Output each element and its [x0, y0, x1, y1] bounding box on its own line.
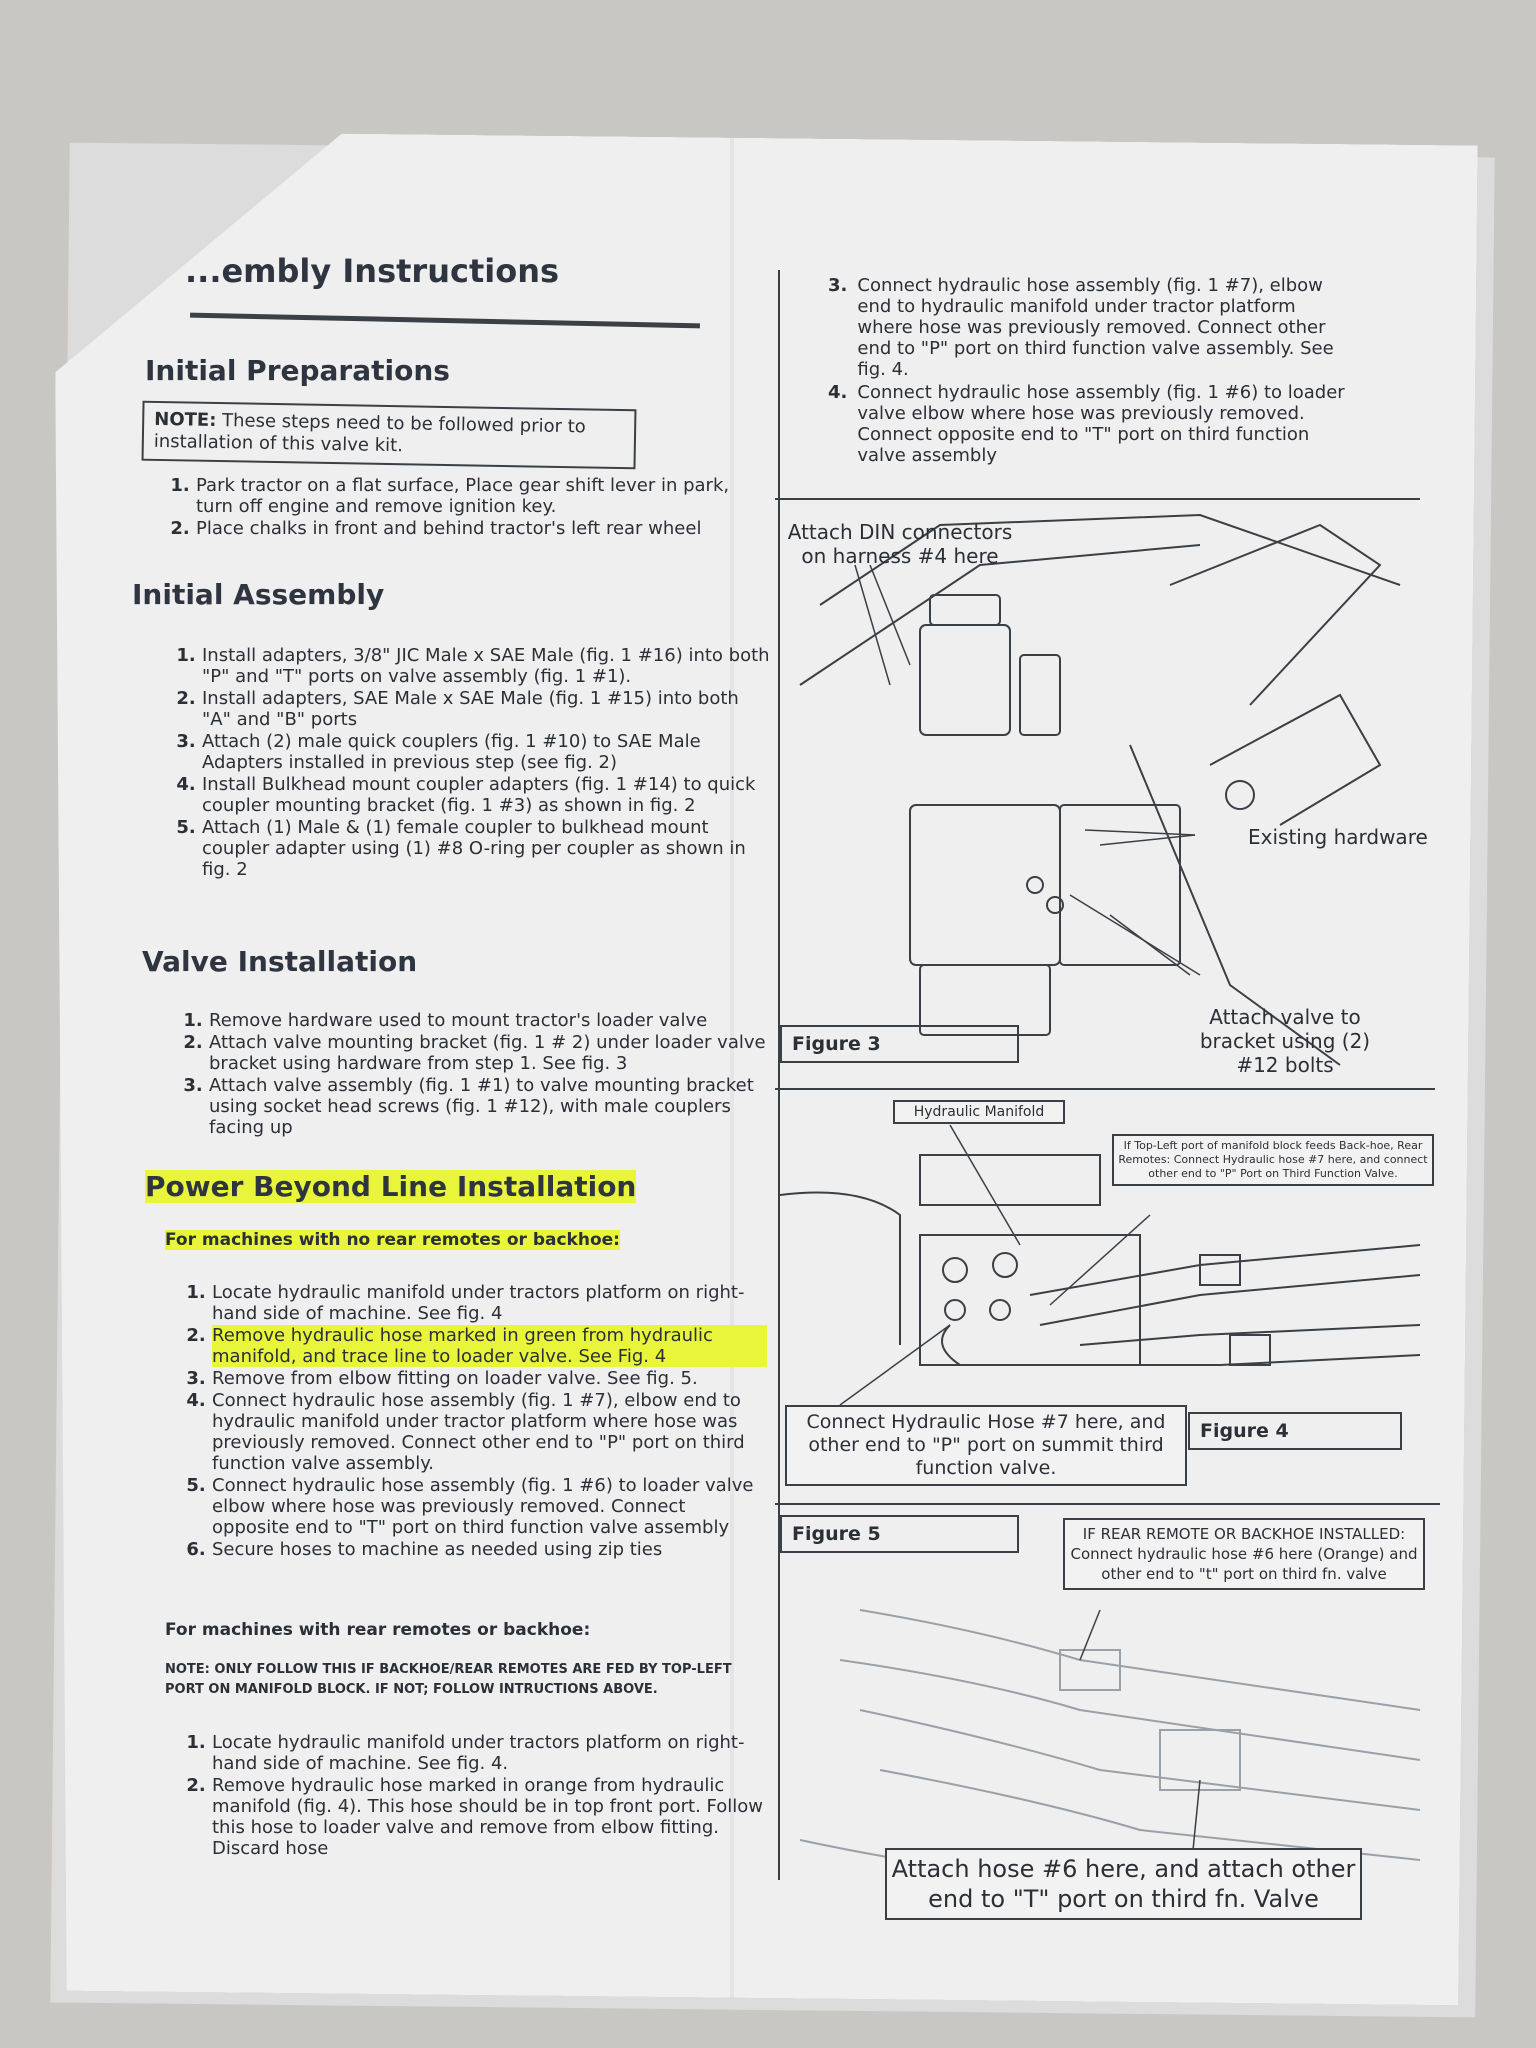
list-item: 4. Install Bulkhead mount coupler adapters (fig. 1 #14) to quick coupler mounting bracket (fig. 1 #3) as shown in fig. 2: [202, 774, 772, 816]
no-rear-remotes-subheading: [165, 1230, 620, 1250]
din-connectors-callout: Attach DIN connectors on harness #4 here: [787, 520, 1013, 568]
attach-hose6-note: Attach hose #6 here, and attach other end to "T" port on third fn. Valve: [885, 1848, 1362, 1920]
attach-valve-callout: Attach valve to bracket using (2) #12 bolts: [1199, 1005, 1371, 1077]
list-item: [828, 275, 1348, 380]
list-item: 5. Connect hydraulic hose assembly (fig. 1 #6) to loader valve elbow where hose was previously removed. Connect opposite end to "T" port on third function valve assembly: [212, 1475, 767, 1538]
power-beyond-heading: [145, 1170, 636, 1203]
rear-remotes-subheading: For machines with rear remotes or backhoe:: [165, 1620, 591, 1640]
rear-remotes-steps: [178, 1732, 767, 1860]
list-item: 1. Locate hydraulic manifold under tractors platform on right-hand side of machine. See fig. 4: [212, 1282, 767, 1324]
step-number: 4.: [828, 382, 848, 403]
list-item: [828, 382, 1348, 466]
figure3-diagram: [780, 505, 1420, 1085]
list-item: 2. Remove hydraulic hose marked in orange from hydraulic manifold (fig. 4). This hose should be in top front port. Follow this hose to loader valve and remove from elbow fitting. Discard hose: [212, 1775, 767, 1859]
highlighted-subheading: For machines with no rear remotes or backhoe:: [165, 1230, 620, 1250]
list-item: 1. Locate hydraulic manifold under tractors platform on right-hand side of machine. See fig. 4.: [212, 1732, 767, 1774]
step-text: Connect hydraulic hose assembly (fig. 1 #7), elbow end to hydraulic manifold under tractor platform where hose was previously removed. Connect other end to "P" port on third function valve assembly. See fig. 4.: [857, 275, 1334, 380]
list-item: 3. Remove from elbow fitting on loader valve. See fig. 5.: [212, 1368, 767, 1389]
document-title: ...embly Instructions: [185, 252, 560, 290]
preparations-steps: [162, 475, 741, 540]
divider: [775, 1503, 1440, 1505]
step-number: 3.: [828, 275, 848, 296]
note-text: These steps need to be followed prior to installation of this valve kit.: [153, 410, 586, 457]
figure3-label: Figure 3: [780, 1025, 1019, 1063]
list-item: 3. Attach (2) male quick couplers (fig. 1 #10) to SAE Male Adapters installed in previous step (see fig. 2): [202, 731, 772, 773]
note-label: NOTE:: [154, 408, 217, 431]
figure4-label: Figure 4: [1188, 1412, 1402, 1450]
divider: [775, 498, 1420, 500]
preparations-note: [142, 401, 637, 470]
figure5-label: Figure 5: [780, 1515, 1019, 1553]
highlighted-heading: Power Beyond Line Installation: [145, 1170, 637, 1203]
list-item: 2. Install adapters, SAE Male x SAE Male (fig. 1 #15) into both "A" and "B" ports: [202, 688, 772, 730]
hydraulic-manifold-label: Hydraulic Manifold: [893, 1100, 1065, 1124]
list-item: 6. Secure hoses to machine as needed using zip ties: [212, 1539, 767, 1560]
existing-hardware-callout: Existing hardware: [1248, 825, 1428, 849]
list-item: 5. Attach (1) Male & (1) female coupler to bulkhead mount coupler adapter using (1) #8 O-ring per coupler as shown in fig. 2: [202, 817, 772, 880]
top-left-port-note: If Top-Left port of manifold block feeds Back-hoe, Rear Remotes: Connect Hydraulic hose #7 here, and connect other end to "P" Port on Third Function Valve.: [1112, 1134, 1434, 1186]
rear-remote-note: IF REAR REMOTE OR BACKHOE INSTALLED: Connect hydraulic hose #6 here (Orange) and other end to "t" port on third fn. valve: [1063, 1518, 1425, 1590]
divider: [775, 1088, 1435, 1090]
list-item: 1. Remove hardware used to mount tractor's loader valve: [209, 1010, 769, 1031]
list-item: 4. Connect hydraulic hose assembly (fig. 1 #7), elbow end to hydraulic manifold under tractor platform where hose was previously removed. Connect other end to "P" port on third function valve assembly.: [212, 1390, 767, 1474]
power-beyond-steps: [178, 1282, 767, 1561]
right-column-steps: [828, 275, 1348, 466]
list-item: 1. Install adapters, 3/8" JIC Male x SAE Male (fig. 1 #16) into both "P" and "T" ports on valve assembly (fig. 1 #1).: [202, 645, 772, 687]
valve-installation-heading: Valve Installation: [142, 945, 418, 978]
initial-preparations-heading: Initial Preparations: [145, 354, 450, 387]
list-item: 3. Attach valve assembly (fig. 1 #1) to valve mounting bracket using socket head screws (fig. 1 #12), with male couplers facing up: [209, 1075, 769, 1138]
list-item: 2. Remove hydraulic hose marked in green from hydraulic manifold, and trace line to loader valve. See Fig. 4: [212, 1325, 767, 1367]
connect-hose7-note: Connect Hydraulic Hose #7 here, and other end to "P" port on summit third function valve.: [785, 1405, 1187, 1486]
list-item: 2. Attach valve mounting bracket (fig. 1 # 2) under loader valve bracket using hardware from step 1. See fig. 3: [209, 1032, 769, 1074]
assembly-steps: [168, 645, 772, 881]
list-item: 1. Park tractor on a flat surface, Place gear shift lever in park, turn off engine and remove ignition key.: [196, 475, 741, 517]
step-text: Connect hydraulic hose assembly (fig. 1 #6) to loader valve elbow where hose was previously removed. Connect opposite end to "T" port on third function valve assembly: [857, 382, 1345, 466]
initial-assembly-heading: Initial Assembly: [132, 578, 385, 611]
valve-steps: [175, 1010, 769, 1139]
rear-remotes-note: NOTE: ONLY FOLLOW THIS IF BACKHOE/REAR REMOTES ARE FED BY TOP-LEFT PORT ON MANIFOLD BLOCK. IF NOT; FOLLOW INTRUCTIONS ABOVE.: [165, 1662, 732, 1697]
list-item: 2. Place chalks in front and behind tractor's left rear wheel: [196, 518, 741, 539]
